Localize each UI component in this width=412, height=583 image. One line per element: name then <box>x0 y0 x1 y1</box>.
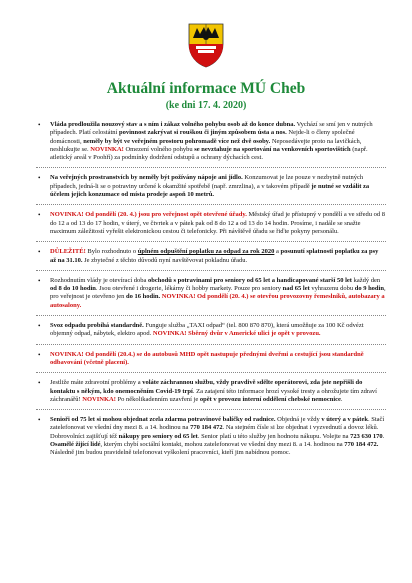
dotted-separator <box>36 204 386 205</box>
bullet-icon: • <box>38 322 41 331</box>
notice-text: Je zbytečné z těchto důvodů nyní navštěvovat pokladnu úřadu. <box>82 256 248 264</box>
notice-text: Bylo rozhodnuto o <box>85 248 138 256</box>
notice-text: Nejde-li o členy společné domácnosti, <box>50 129 355 145</box>
notice-text: do 16 hodin. <box>126 293 161 301</box>
notice-text: do 9 hodin <box>354 285 384 293</box>
notice-text: Vláda <box>50 121 69 128</box>
notice-text: vyhrazenu dobu <box>309 285 355 293</box>
notice-text: NOVINKA! Sběrný dvůr v Americké ulici je opět v provozu. <box>152 330 321 338</box>
bullet-icon: • <box>38 276 41 285</box>
notice-text: 770 184 472 <box>190 424 223 432</box>
bullet-icon: • <box>38 248 41 257</box>
notice-text: NOVINKA! Od pondělí (20.4.) se do autobusů MHD opět nastupuje přednými dveřmi a cestující jsou standardně odbavováni (včetně placení). <box>50 350 364 366</box>
bullet-icon: • <box>38 379 41 388</box>
notice-text: . Za zatajení této informace hrozí vysoké tresty a ohrožujete tím zdraví záchranářů! <box>50 387 377 403</box>
notice-text: . <box>382 432 385 440</box>
notice-text: , pro veřejnost je otevřeno jen <box>50 285 386 301</box>
notice-text: prodloužila nouzový stav a s ním i zákaz volného pohybu osob až do konce dubna. <box>68 121 296 128</box>
notice-text: nad 65 let <box>282 285 310 293</box>
notice-item <box>36 211 386 236</box>
notice-item <box>36 379 386 404</box>
notice-text: v úterý a v pátek <box>321 416 368 424</box>
notice-text: . Jsou otevřené i drogerie, lékárny či hobby markety. Pouze pro seniory <box>95 285 283 293</box>
page-title: Aktuální informace MÚ Cheb <box>106 80 306 97</box>
notice-item <box>36 174 386 199</box>
notice-text: povinnost zakrývat si rouškou či jiným způsobem ústa a nos. <box>118 129 287 137</box>
notice-item <box>36 322 386 339</box>
notice-item <box>36 277 386 310</box>
dotted-separator <box>36 167 386 168</box>
notice-text: Svoz odpadu probíhá standardně. <box>50 322 144 330</box>
notice-text: Na veřejných prostranstvích by neměly být požívány nápoje ani jídlo. <box>50 174 243 182</box>
notice-text: . Stačí zatelefonovat ve všední dny mezi 8. a 14. hodinou na <box>50 416 385 432</box>
notice-text: Městský úřad je přístupný v pondělí a ve středu od 8 do 12 a od 13 do 17 hodin, v úterý, ve čtvrtek a v pátek pak od 8 do 12 a od 13 do 14 hodin. Prosíme, i nadále se snažte maximum záležitostí vyřešit elektronickou cestou či telefonicky. Při návštěvě úřadu se řiďte pokyny personálu. <box>50 211 385 235</box>
notice-text: úplném odpuštění poplatku za odpad za rok 2020 <box>137 248 275 256</box>
notice-item <box>36 248 386 265</box>
notice-text: Vychází se smí jen v nutných případech. Platí celostátní <box>50 121 373 137</box>
notice-text: Následně jim budou pravidelně telefonovat vyškolení pracovníci, kteří jim nabídnou pomoc. <box>50 449 291 457</box>
notice-text: neměly by být ve veřejném prostoru pohromadě více než dvě osoby. <box>83 137 271 145</box>
notice-text: , kterým chybí sociální kontakt, mohou zatelefonovat ve všední dny mezi 8. a 14. hodinou na <box>100 441 345 449</box>
notice-text: od 8 do 10 hodin <box>50 285 96 293</box>
dotted-separator <box>36 372 386 373</box>
notice-text: Senioři od 75 let si mohou objednat zcela zdarma potravinové balíčky od radnice. <box>50 416 276 424</box>
dotted-separator <box>36 409 386 410</box>
notice-text: posunutí splatnosti poplatku za psy až na 31.10. <box>50 248 379 264</box>
notice-text: . Na stejném čísle si lze objednat i vyzvednutí a dovoz léků. Dobrovolníci zajišťují též <box>50 424 379 440</box>
notice-text: Omezení volného pohybu <box>123 145 195 153</box>
notice-text: Funguje služba „TAXI odpad“ (tel. 800 870 870), která umožňuje za 100 Kč odvézt objemný odpad, nábytek, elektro apod. <box>50 322 364 338</box>
notice-text: Rozhodnutím vlády je otevírací doba <box>50 276 149 284</box>
notice-text: Neposedávejte proto na lavičkách, neshlukujte se. <box>50 137 362 153</box>
bullet-icon: • <box>38 174 41 183</box>
notice-text: NOVINKA! Od pondělí (20. 4.) jsou pro veřejnost opět otevřené úřady. <box>50 211 247 219</box>
notice-text: Po několikadenním uzavření je <box>115 395 200 403</box>
notice-text: (např. atletický areál v Poohří) za podmínky dodržení odstupů a ochrany dýchacích cest. <box>50 145 368 162</box>
notice-text: obchodů s potravinami pro seniory od 65 let a handicapované starší 50 let <box>148 276 352 284</box>
notice-text: nákupy pro seniory od 65 let <box>118 432 198 440</box>
notice-text: NOVINKA! <box>82 395 116 403</box>
notice-text: Osamělé žijící lidé <box>50 441 101 449</box>
dotted-separator <box>36 344 386 345</box>
notice-text: NOVINKA! Od pondělí (20. 4.) se otevřou provozovny řemeslníků, autobazary a autosalony. <box>50 293 385 309</box>
notice-text: voláte záchrannou službu, vždy pravdivě sdělte operátorovi, zda jste nepřišli do kontaktu s někým, kdo onemocněním Covid-19 trpí <box>50 379 363 395</box>
notice-text: a <box>274 248 281 256</box>
notice-text: . Senior platí u této služby jen hodnotu nákupu. Volejte na <box>197 432 351 440</box>
notice-text: DŮLEŽITÉ! <box>50 248 86 256</box>
notice-text: Objedná je vždy <box>275 416 322 424</box>
dotted-separator <box>36 241 386 242</box>
bullet-icon: • <box>38 121 41 129</box>
bullet-icon: • <box>38 416 41 425</box>
notice-list <box>36 121 386 458</box>
notice-text: Jestliže máte zdravotní problémy a <box>50 379 143 387</box>
notice-item <box>36 416 386 457</box>
bullet-icon: • <box>38 211 41 220</box>
coat-of-arms-icon <box>187 22 225 68</box>
notice-text: NOVINKA! <box>90 145 124 153</box>
page-date: (ke dni 17. 4. 2020) <box>165 100 247 111</box>
notice-text: 770 184 472. <box>344 441 379 449</box>
dotted-separator <box>36 315 386 316</box>
notice-text: každý den <box>351 276 381 284</box>
bullet-icon: • <box>38 350 41 359</box>
notice-text: opět v provozu interní oddělení chebské nemocnice <box>199 395 341 403</box>
notice-text: je nutné se vzdálit za účelem jejich konzumace od místa prodeje aspoň 10 metrů. <box>50 182 370 199</box>
notice-text: . <box>340 395 343 403</box>
notice-item <box>36 351 386 368</box>
notice-item <box>36 121 386 162</box>
notice-text: Konzumovat je lze pouze v nezbytně nutných případech, jedná-li se o potraviny určené k okamžité spotřebě (např. zmrzlina), a v takovém případě <box>50 174 364 190</box>
notice-text: 723 630 170 <box>350 432 383 440</box>
dotted-separator <box>36 270 386 271</box>
notice-text: se nevztahuje na sportování na venkovních sportovištích <box>194 145 351 153</box>
